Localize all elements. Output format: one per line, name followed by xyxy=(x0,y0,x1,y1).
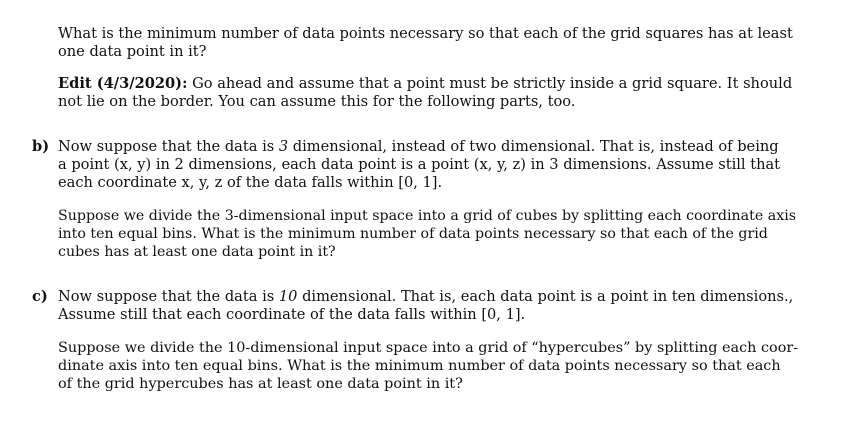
part-c-paragraph-2 xyxy=(58,339,798,393)
part-b-p1-line-1-a: Now suppose that the data is xyxy=(58,138,279,155)
part-b-p1-line-1 xyxy=(58,138,780,156)
part-c-paragraph-1 xyxy=(58,288,793,324)
part-b-label: b) xyxy=(32,138,50,155)
part-c-p2-line-1: Suppose we divide the 10-dimensional input space into a grid of “hypercubes” by splitting each coor- xyxy=(58,340,799,356)
intro-question-line-1: What is the minimum number of data points necessary so that each of the grid squares has at least xyxy=(58,25,793,42)
part-b-paragraph-2 xyxy=(58,207,796,261)
part-c-p1-line-1 xyxy=(58,288,793,306)
edit-note-line-1-text: Go ahead and assume that a point must be strictly inside a grid square. It should xyxy=(187,75,793,92)
part-c-p1-line-1-a: Now suppose that the data is xyxy=(58,288,279,305)
part-b-p2-line-2: into ten equal bins. What is the minimum number of data points necessary so that each of the grid xyxy=(58,226,768,242)
part-c-dimension-number: 10 xyxy=(278,288,298,305)
intro-question-line-2: one data point in it? xyxy=(58,43,207,60)
edit-note-label: Edit (4/3/2020): xyxy=(58,75,188,92)
part-c-p1-line-2: Assume still that each coordinate of the data falls within [0, 1]. xyxy=(58,306,526,323)
part-b-paragraph-1 xyxy=(58,138,780,192)
edit-note-line-2: not lie on the border. You can assume this for the following parts, too. xyxy=(58,93,576,110)
part-c-p2-line-3: of the grid hypercubes has at least one data point in it? xyxy=(58,376,463,392)
part-c-p1-line-1-b: dimensional. That is, each data point is a point in ten dimensions., xyxy=(297,288,794,305)
part-b-p1-line-3: each coordinate x, y, z of the data falls within [0, 1]. xyxy=(58,174,443,191)
edit-note xyxy=(58,75,792,111)
part-c-p2-line-2: dinate axis into ten equal bins. What is the minimum number of data points necessary so that each xyxy=(58,358,781,374)
part-c-label: c) xyxy=(32,288,48,305)
part-b-dimension-number: 3 xyxy=(278,138,289,155)
intro-question xyxy=(58,25,793,61)
edit-note-line-1 xyxy=(58,75,792,93)
part-b-p2-line-1: Suppose we divide the 3-dimensional input space into a grid of cubes by splitting each coordinate axis xyxy=(58,208,797,224)
part-b-p1-line-2: a point (x, y) in 2 dimensions, each data point is a point (x, y, z) in 3 dimensions. Assume still that xyxy=(58,156,781,173)
part-b-p1-line-1-b: dimensional, instead of two dimensional. That is, instead of being xyxy=(288,138,779,155)
part-b-p2-line-3: cubes has at least one data point in it? xyxy=(58,244,336,260)
